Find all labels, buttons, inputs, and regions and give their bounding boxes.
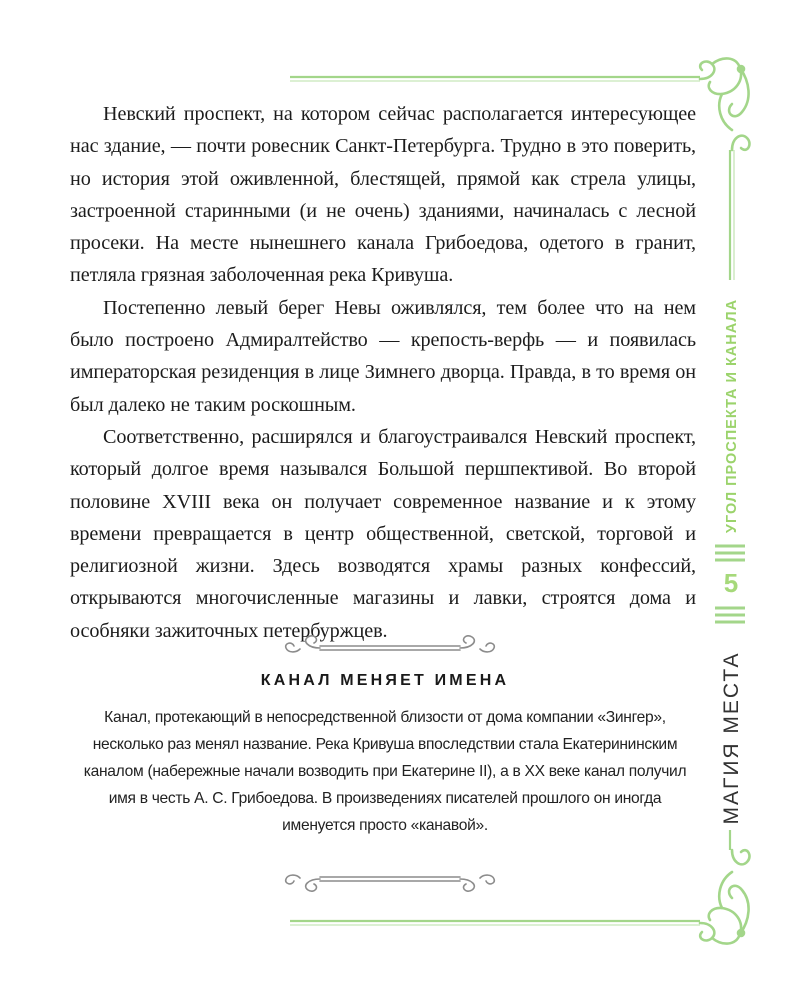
sidebar-text: Канал, протекающий в непосредственной близости от дома компании «Зингер», несколько раз менял название. Река Кривуша впоследствии стала Екатерининским каналом (набережные начали возводить при Екатерине II), а в XX веке канал получил имя в честь А. С. Грибоедова. В произведениях писателей прошлого он иногда именуется просто «канавой». bbox=[83, 709, 687, 834]
main-text bbox=[70, 98, 696, 647]
corner-ornament-top-icon bbox=[700, 58, 749, 150]
flourish-divider-bottom-icon bbox=[0, 866, 800, 896]
flourish-divider-top-icon bbox=[0, 631, 800, 661]
section-title: УГОЛ ПРОСПЕКТА И КАНАЛА bbox=[724, 298, 740, 534]
margin-ticks-bottom bbox=[715, 608, 745, 622]
corner-ornament-bottom-icon bbox=[700, 850, 749, 944]
paragraph: Соответственно, расширялся и благоустраивался Невский проспект, который долгое время назывался Большой першпективой. Во второй половине XVIII века он получает современное название и к этому времени превращается в центр общественной, светской, торговой и религиозной жизни. Здесь возводятся храмы разных конфессий, открываются многочисленные магазины и лавки, строятся дома и особняки зажиточных петербуржцев. bbox=[70, 425, 696, 642]
book-title: МАГИЯ МЕСТА bbox=[720, 651, 743, 825]
paragraph: Постепенно левый берег Невы оживлялся, тем более что на нем было построено Адмиралтейство — крепость-верфь — и появилась императорская резиденция в лице Зимнего дворца. Правда, в то время он был далеко не таким роскошным. bbox=[70, 296, 696, 416]
paragraph: Невский проспект, на котором сейчас располагается интересующее нас здание, — почти ровесник Санкт-Петербурга. Трудно в это поверить, но история этой оживленной, блестящей, прямой как стрела улицы, застроенной старинными (и не очень) зданиями, начиналась с лесной просеки. На месте нынешнего канала Грибоедова, одетого в гранит, петляла грязная заболоченная река Кривуша. bbox=[70, 103, 696, 287]
page-number: 5 bbox=[723, 568, 739, 598]
sidebar-heading: КАНАЛ МЕНЯЕТ ИМЕНА bbox=[260, 672, 510, 689]
